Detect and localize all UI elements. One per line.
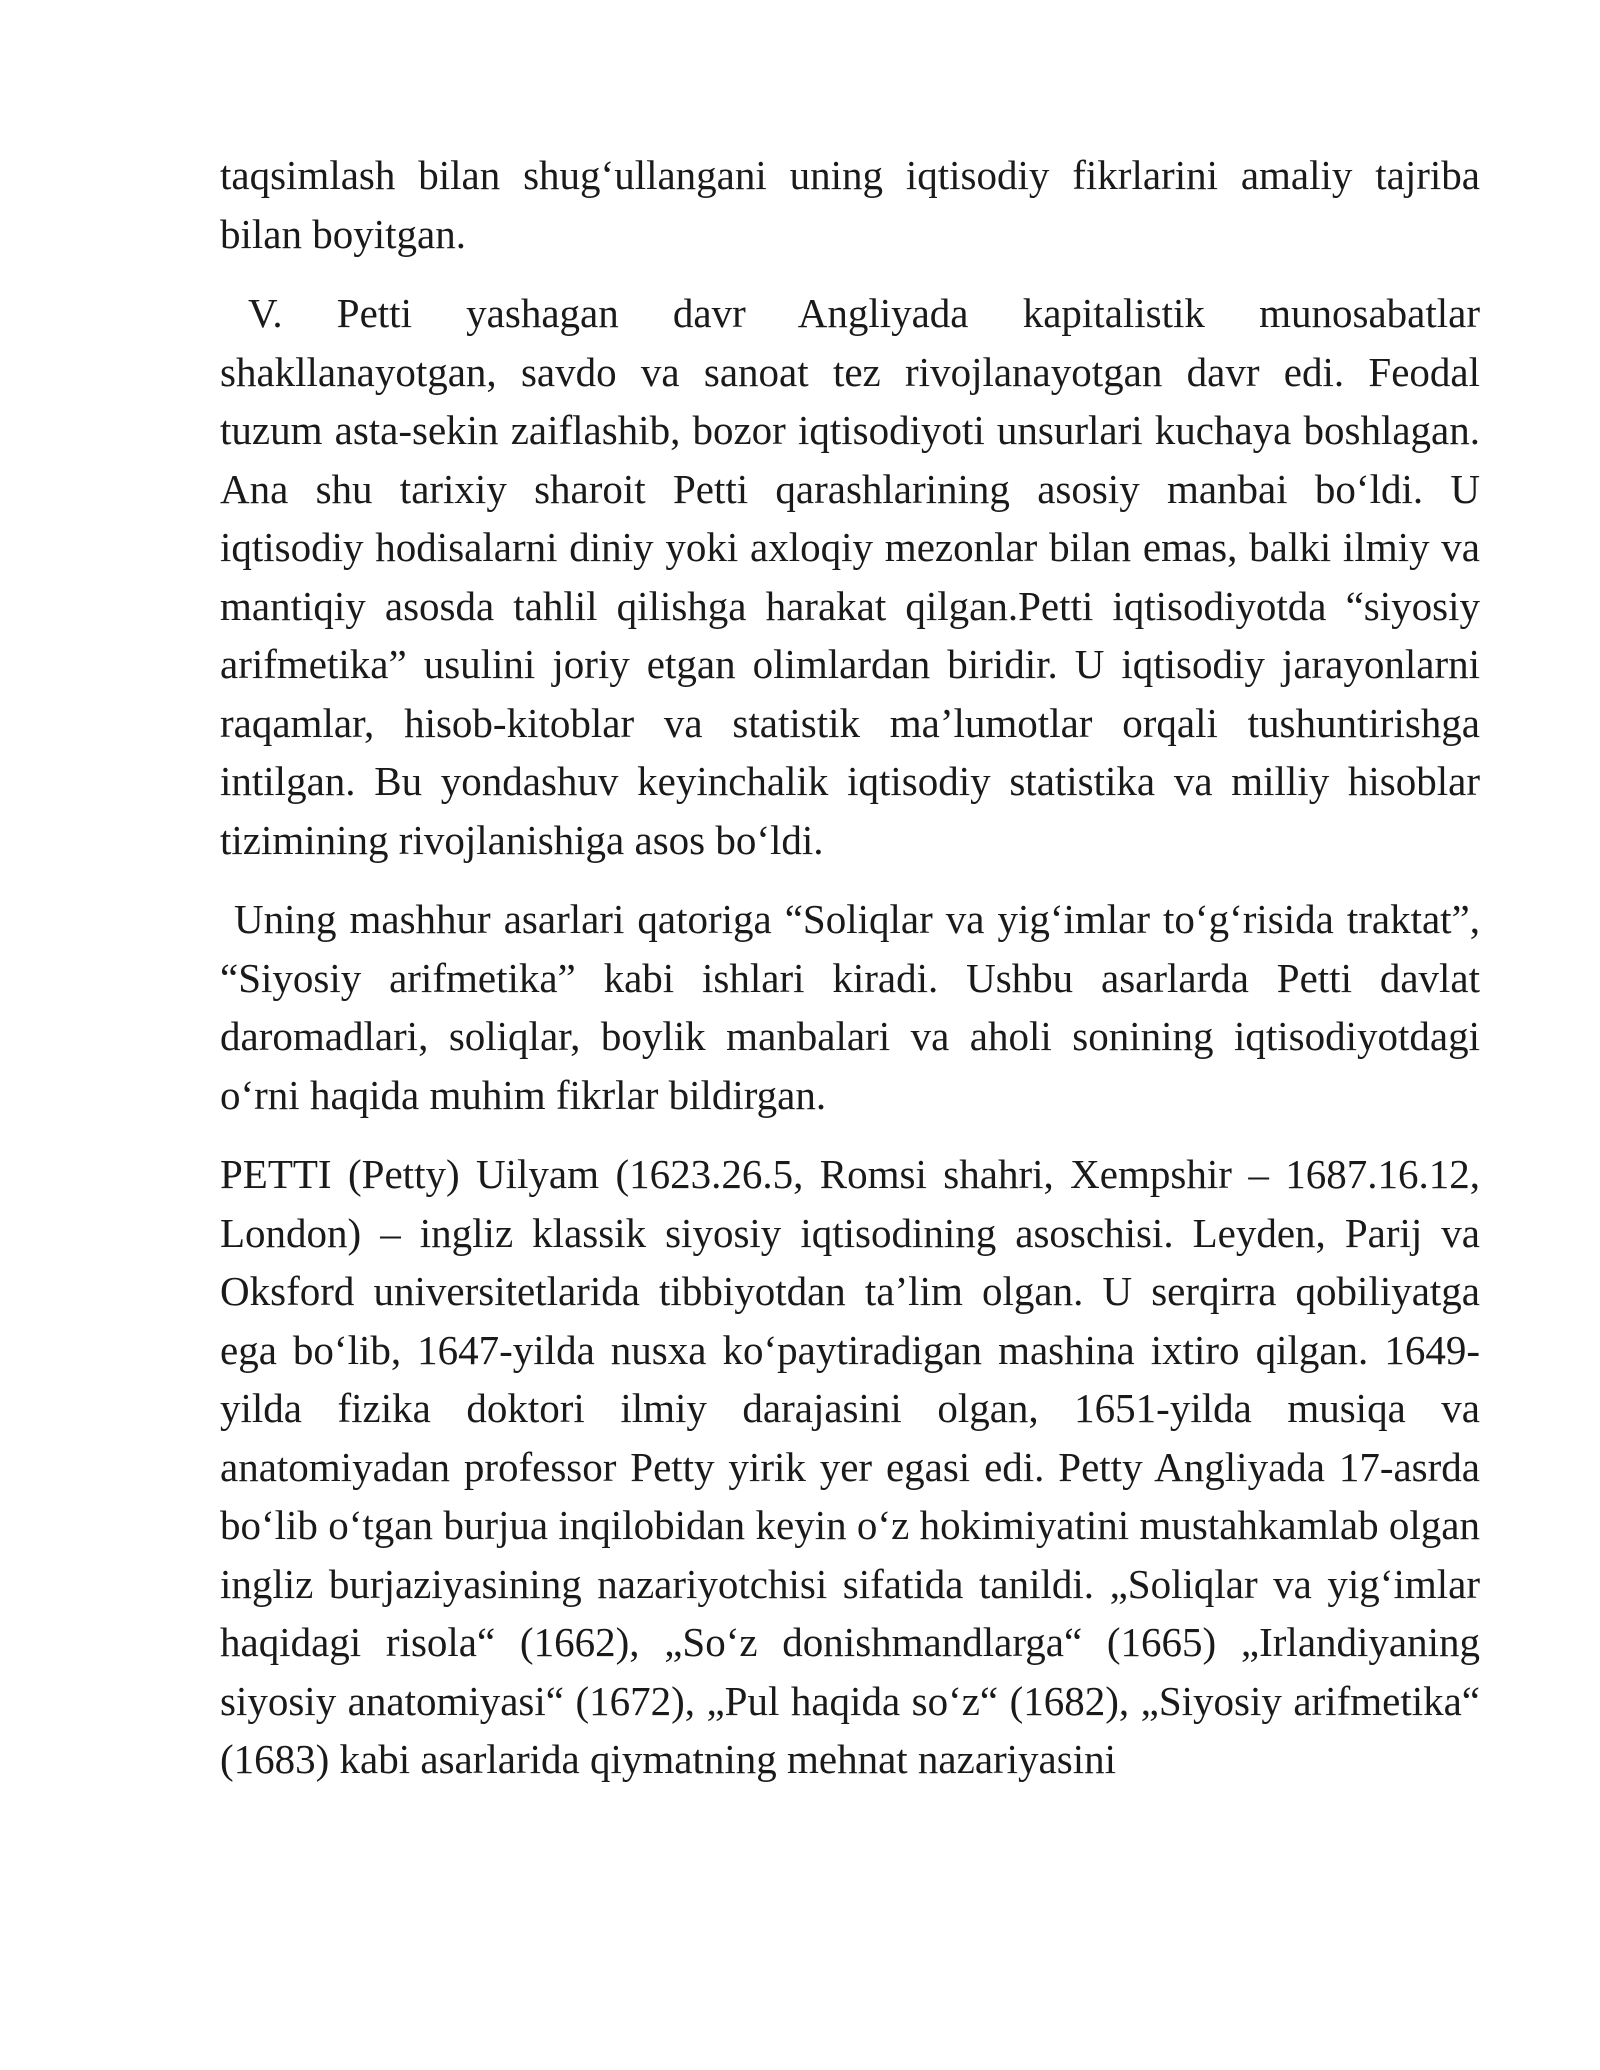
paragraph-petti-works: Uning mashhur asarlari qatoriga “Soliqlar va yig‘imlar to‘g‘risida traktat”, “Siyosiy arifmetika” kabi ishlari kiradi. Ushbu asarlarda Petti davlat daromadlari, soliqlar, boylik manbalari va aholi sonining iqtisodiyotdagi o‘rni haqida muhim fikrlar bildirgan. [220,896,1480,1118]
paragraph-petti-biography: PETTI (Petty) Uilyam (1623.26.5, Romsi shahri, Xempshir – 1687.16.12, London) – ingliz klassik siyosiy iqtisodining asoschisi. Leyden, Parij va Oksford universitetlarida tibbiyotdan ta’lim olgan. U serqirra qobiliyatga ega bo‘lib, 1647-yilda nusxa ko‘paytiradigan mashina ixtiro qilgan. 1649-yilda fizika doktori ilmiy darajasini olgan, 1651-yilda musiqa va anatomiyadan professor Petty yirik yer egasi edi. Petty Angliyada 17-asrda bo‘lib o‘tgan burjua inqilobidan keyin o‘z hokimiyatini mustahkamlab olgan ingliz burjaziyasining nazariyotchisi sifatida tanildi. „Soliqlar va yig‘imlar haqidagi risola“ (1662), „So‘z donishmandlarga“ (1665) „Irlandiyaning siyosiy anatomiyasi“ (1672), „Pul haqida so‘z“ (1682), „Siyosiy arifmetika“ (1683) kabi asarlarida qiymatning mehnat nazariyasini [220,1151,1480,1782]
paragraph-continuation: taqsimlash bilan shug‘ullangani uning iqtisodiy fikrlarini amaliy tajriba bilan boyitgan. [220,152,1480,257]
paragraph-petti-era: V. Petti yashagan davr Angliyada kapitalistik munosabatlar shakllanayotgan, savdo va sanoat tez rivojlanayotgan davr edi. Feodal tuzum asta-sekin zaiflashib, bozor iqtisodiyoti unsurlari kuchaya boshlagan. Ana shu tarixiy sharoit Petti qarashlarining asosiy manbai bo‘ldi. U iqtisodiy hodisalarni diniy yoki axloqiy mezonlar bilan emas, balki ilmiy va mantiqiy asosda tahlil qilishga harakat qilgan.Petti iqtisodiyotda “siyosiy arifmetika” usulini joriy etgan olimlardan biridir. U iqtisodiy jarayonlarni raqamlar, hisob-kitoblar va statistik ma’lumotlar orqali tushuntirishga intilgan. Bu yondashuv keyinchalik iqtisodiy statistika va milliy hisoblar tizimining rivojlanishiga asos bo‘ldi. [220,290,1480,863]
document-page [220,146,1480,1810]
